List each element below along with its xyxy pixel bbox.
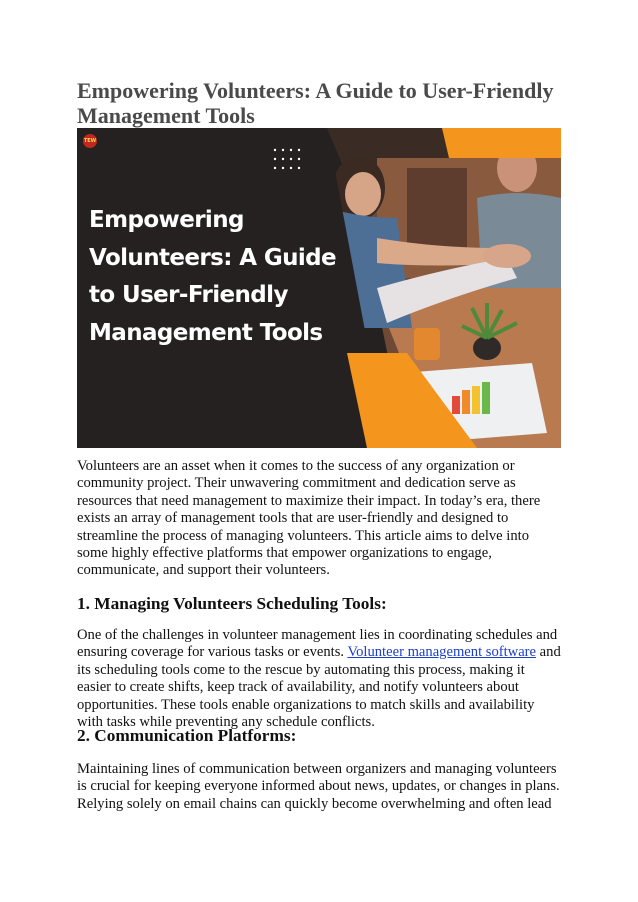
hero-image [77, 128, 561, 448]
section-heading-communication: 2. Communication Platforms: [77, 726, 297, 745]
section-heading-scheduling: 1. Managing Volunteers Scheduling Tools: [77, 594, 387, 613]
paragraph-text: and its scheduling tools come to the rescue by automating this process, making it easier to create shifts, keep track of availability, and notify volunteers about opportunities. These tools enable organizations to match skills and availability with tasks while preventing any schedule conflicts. [77, 644, 561, 731]
hero-headline-line: Management Tools [89, 319, 323, 346]
section-paragraph-communication: Maintaining lines of communication between organizers and managing volunteers is crucial for keeping everyone informed about news, updates, or changes in plans. Relying solely on email chains can quickly become overwhelming and often lead [77, 761, 560, 812]
intro-paragraph: Volunteers are an asset when it comes to the success of any organization or community project. Their unwavering commitment and dedication serve as resources that need management to maximize their impact. In today’s era, there exists an array of management tools that are user-friendly and designed to streamline the process of managing volunteers. This article aims to delve into some highly effective platforms that empower organizations to engage, communicate, and support their volunteers. [77, 458, 541, 579]
section-paragraph-scheduling [77, 627, 561, 731]
volunteer-software-link[interactable]: Volunteer management software [347, 644, 537, 661]
hero-headline-line: Volunteers: A Guide [89, 244, 337, 271]
hero-headline-line: Empowering [89, 207, 244, 233]
hero-headline-line: to User-Friendly [89, 282, 288, 308]
tew-logo: TEW [83, 134, 97, 148]
paragraph-text: One of the challenges in volunteer management lies in coordinating schedules and ensuring coverage for various tasks or events. [77, 627, 558, 661]
article-title: Empowering Volunteers: A Guide to User-Friendly Management Tools [77, 78, 554, 128]
hero-headline [89, 202, 359, 352]
